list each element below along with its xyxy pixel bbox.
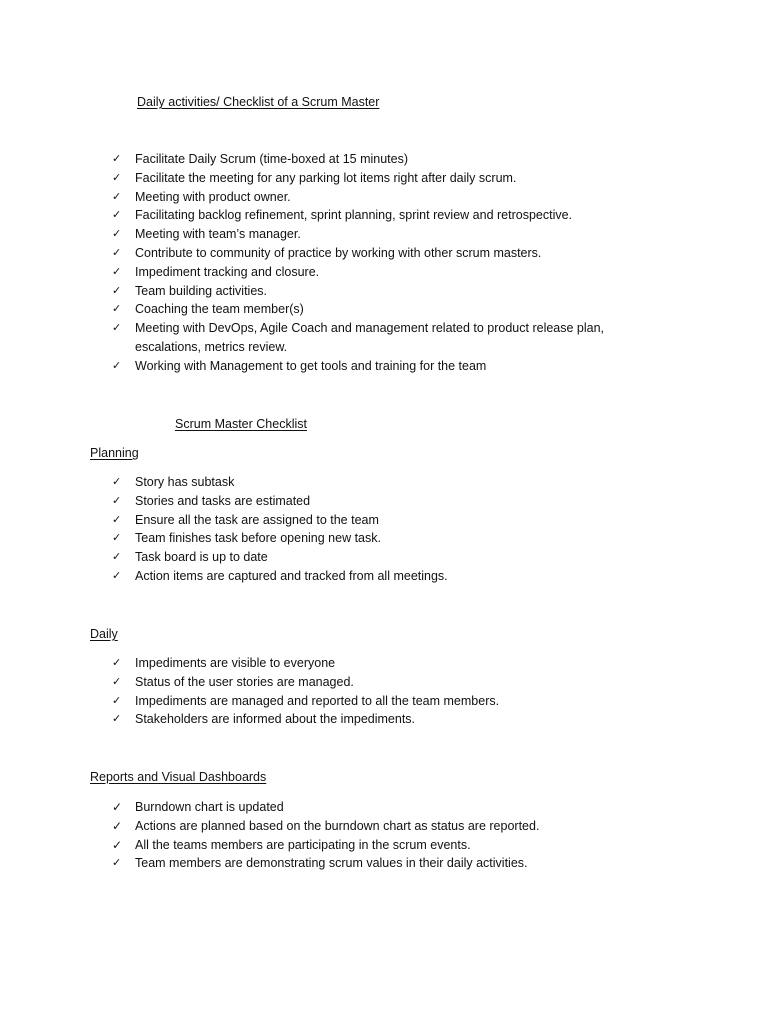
list-item: [110, 206, 670, 225]
checkmark-icon: ✓: [112, 493, 122, 507]
list-item-text: Burndown chart is updated: [135, 800, 284, 814]
list-item: [110, 319, 670, 357]
list-item-text: Coaching the team member(s): [135, 302, 304, 317]
list-item: [110, 798, 670, 817]
list-item-text: All the teams members are participating in the scrum events.: [135, 837, 471, 852]
checkmark-icon: ✓: [112, 856, 122, 870]
checkmark-icon: ✓: [112, 800, 123, 814]
checkmark-icon: ✓: [112, 693, 122, 707]
list-item-text: Meeting with product owner.: [135, 189, 291, 204]
list-item-text: Facilitate Daily Scrum (time-boxed at 15 minutes): [135, 152, 409, 166]
list-item-text: Action items are captured and tracked from all meetings.: [135, 568, 448, 583]
checkmark-icon: ✓: [112, 512, 122, 526]
checkmark-icon: ✓: [112, 283, 122, 297]
list-item-text: Story has subtask: [135, 475, 235, 489]
list-item-text: Stories and tasks are estimated: [135, 493, 311, 508]
list-item-text: Working with Management to get tools and training for the team: [135, 358, 487, 373]
checkmark-icon: ✓: [112, 189, 122, 203]
section-heading-planning: Planning: [90, 446, 139, 460]
list-item: [110, 567, 670, 586]
section-heading-daily: Daily: [90, 627, 118, 641]
list-item-text: Impediment tracking and closure.: [135, 264, 320, 279]
checkmark-icon: ✓: [112, 712, 122, 726]
list-item: [110, 854, 670, 873]
list-item-text: Facilitating backlog refinement, sprint planning, sprint review and retrospective.: [135, 208, 573, 223]
list-item-text: Facilitate the meeting for any parking lot items right after daily scrum.: [135, 170, 517, 185]
checkmark-icon: ✓: [112, 321, 122, 335]
list-item: [110, 150, 670, 169]
list-item: [110, 710, 670, 729]
checkmark-icon: ✓: [112, 170, 122, 184]
list-item-text: Impediments are visible to everyone: [135, 656, 336, 670]
checkmark-icon: ✓: [112, 227, 122, 241]
checkmark-icon: ✓: [112, 475, 122, 488]
list-item: [110, 188, 670, 207]
checkmark-icon: ✓: [112, 245, 122, 259]
checkmark-icon: ✓: [112, 818, 123, 833]
list-item-text: Actions are planned based on the burndown chart as status are reported.: [135, 818, 540, 833]
list-item-text: Meeting with DevOps, Agile Coach and management related to product release plan, escalations, metrics review.: [135, 321, 605, 354]
list-item-text: Meeting with team’s manager.: [135, 227, 301, 242]
checklist-title: Scrum Master Checklist: [175, 417, 307, 431]
list-item-text: Stakeholders are informed about the impediments.: [135, 712, 416, 727]
list-item: [110, 357, 670, 376]
planning-list: [110, 473, 670, 586]
list-item: [110, 473, 670, 492]
list-item: [110, 529, 670, 548]
list-item: [110, 511, 670, 530]
checkmark-icon: ✓: [112, 358, 122, 372]
list-item: [110, 225, 670, 244]
checkmark-icon: ✓: [112, 568, 122, 582]
reports-list: [110, 798, 670, 873]
checkmark-icon: ✓: [112, 264, 122, 278]
list-item-text: Ensure all the task are assigned to the team: [135, 512, 379, 527]
list-item-text: Team finishes task before opening new task.: [135, 531, 381, 546]
list-item-text: Impediments are managed and reported to all the team members.: [135, 693, 500, 708]
list-item: [110, 548, 670, 567]
list-item-text: Team members are demonstrating scrum values in their daily activities.: [135, 856, 528, 871]
checkmark-icon: ✓: [112, 674, 122, 688]
checkmark-icon: ✓: [112, 208, 122, 222]
checkmark-icon: ✓: [112, 531, 122, 545]
list-item-text: Task board is up to date: [135, 550, 268, 565]
list-item: [110, 673, 670, 692]
list-item: [110, 836, 670, 855]
checkmark-icon: ✓: [112, 302, 122, 316]
list-item: [110, 492, 670, 511]
checkmark-icon: ✓: [112, 837, 123, 852]
list-item: [110, 244, 670, 263]
section-heading-reports: Reports and Visual Dashboards: [90, 770, 267, 784]
list-item: [110, 817, 670, 836]
list-item: [110, 169, 670, 188]
list-item-text: Team building activities.: [135, 283, 268, 298]
list-item: [110, 692, 670, 711]
daily-activities-list: [110, 150, 670, 376]
list-item: [110, 282, 670, 301]
list-item: [110, 300, 670, 319]
checkmark-icon: ✓: [112, 152, 122, 165]
list-item: [110, 654, 670, 673]
list-item-text: Contribute to community of practice by working with other scrum masters.: [135, 245, 542, 260]
list-item: [110, 263, 670, 282]
checkmark-icon: ✓: [112, 550, 122, 564]
main-title: Daily activities/ Checklist of a Scrum Master: [137, 95, 380, 109]
checkmark-icon: ✓: [112, 656, 122, 669]
daily-list: [110, 654, 670, 729]
list-item-text: Status of the user stories are managed.: [135, 674, 354, 689]
